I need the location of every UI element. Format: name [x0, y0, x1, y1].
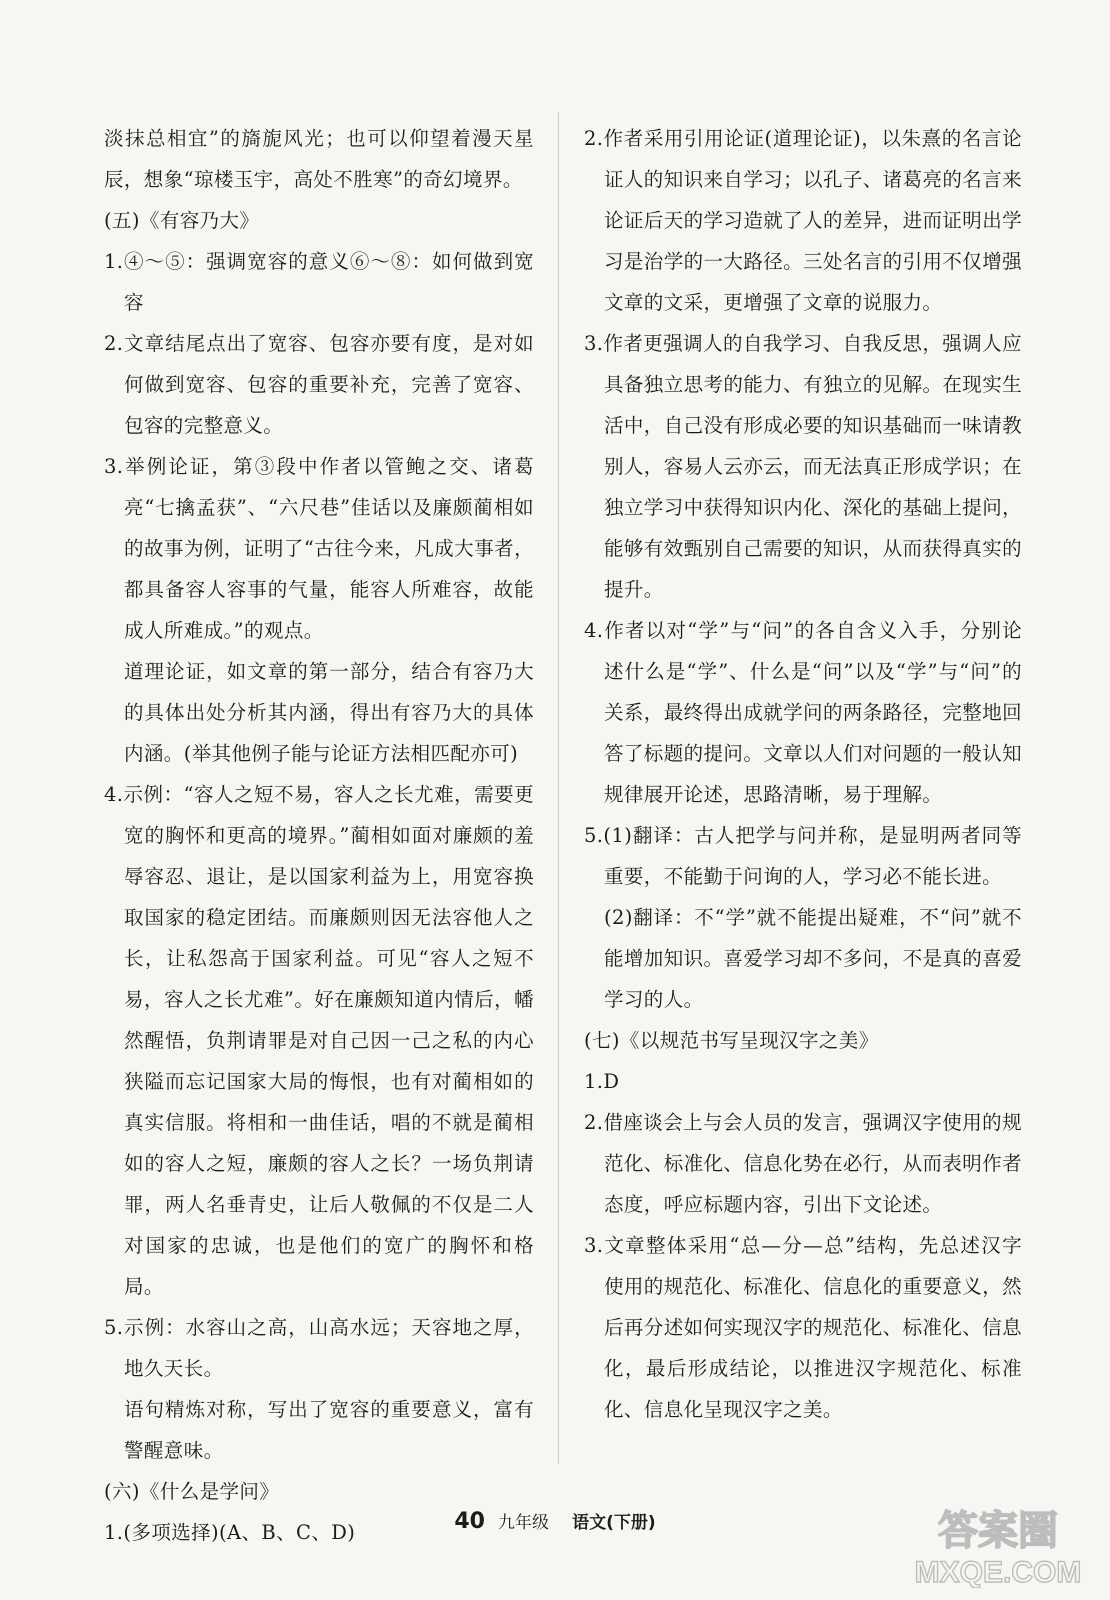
answer-continuation: 道理论证，如文章的第一部分，结合有容乃大的具体出处分析其内涵，得出有容乃大的具体内涵。(举其他例子能与论证方法相匹配亦可)	[124, 660, 534, 765]
answer-item: 5.示例：水容山之高，山高水远；天容地之厚，地久天长。	[104, 1316, 534, 1380]
paragraph: 淡抹总相宜”的旖旎风光；也可以仰望着漫天星辰，想象“琼楼玉宇，高处不胜寒”的奇幻境界。	[104, 127, 534, 191]
answer-item: 3.举例论证，第③段中作者以管鲍之交、诸葛亮“七擒孟获”、“六尺巷”佳话以及廉颇蔺相如的故事为例，证明了“古往今来，凡成大事者，都具备容人容事的气量，能容人所难容，故能成人所难成。”的观点。	[104, 455, 534, 642]
left-column	[104, 118, 534, 1553]
answer-item: 4.示例：“容人之短不易，容人之长尤难，需要更宽的胸怀和更高的境界。”蔺相如面对廉颇的羞辱容忍、退让，是以国家利益为上，用宽容换取国家的稳定团结。而廉颇则因无法容他人之长，让私怨高于国家利益。可见“容人之短不易，容人之长尤难”。好在廉颇知道内情后，幡然醒悟，负荆请罪是对自己因一己之私的内心狭隘而忘记国家大局的悔恨，也有对蔺相如的真实信服。将相和一曲佳话，唱的不就是蔺相如的容人之短，廉颇的容人之长？一场负荆请罪，两人名垂青史，让后人敬佩的不仅是二人对国家的忠诚，也是他们的宽广的胸怀和格局。	[104, 783, 534, 1298]
section-heading: (七)《以规范书写呈现汉字之美》	[584, 1029, 879, 1052]
answer-item: 1.D	[584, 1070, 620, 1093]
answer-item: 3.作者更强调人的自我学习、自我反思，强调人应具备独立思考的能力、有独立的见解。在现实生活中，自己没有形成必要的知识基础而一味请教别人，容易人云亦云，而无法真正形成学识；在独立学习中获得知识内化、深化的基础上提问，能够有效甄别自己需要的知识，从而获得真实的提升。	[584, 332, 1022, 601]
answer-item: 3.文章整体采用“总—分—总”结构，先总述汉字使用的规范化、标准化、信息化的重要意义，然后再分述如何实现汉字的规范化、标准化、信息化，最后形成结论，以推进汉字规范化、标准化、信息化呈现汉字之美。	[584, 1234, 1022, 1421]
answer-item: 2.文章结尾点出了宽容、包容亦要有度，是对如何做到宽容、包容的重要补充，完善了宽容、包容的完整意义。	[104, 332, 534, 437]
answer-item: 4.作者以对“学”与“问”的各自含义入手，分别论述什么是“学”、什么是“问”以及“学”与“问”的关系，最终得出成就学问的两条路径，完整地回答了标题的提问。文章以人们对问题的一般认知规律展开论述，思路清晰，易于理解。	[584, 619, 1022, 806]
right-column	[584, 118, 1022, 1430]
page-number: 40	[454, 1509, 485, 1534]
answer-item: 1.④～⑤：强调宽容的意义⑥～⑧：如何做到宽容	[104, 250, 534, 314]
column-divider	[558, 112, 559, 1464]
answer-item: 2.借座谈会上与会人员的发言，强调汉字使用的规范化、标准化、信息化势在必行，从而表明作者态度，呼应标题内容，引出下文论述。	[584, 1111, 1022, 1216]
grade-label: 九年级	[498, 1513, 550, 1533]
watermark-logo	[900, 1500, 1096, 1588]
subject-label: 语文(下册)	[572, 1513, 656, 1533]
answer-item: 1.(多项选择)(A、B、C、D)	[104, 1521, 356, 1544]
section-heading: (五)《有容乃大》	[104, 209, 260, 232]
watermark-url: MXQE.COM	[914, 1556, 1082, 1588]
answer-continuation: (2)翻译：不“学”就不能提出疑难，不“问”就不能增加知识。喜爱学习却不多问，不是真的喜爱学习的人。	[604, 906, 1022, 1011]
answer-item: 2.作者采用引用论证(道理论证)，以朱熹的名言论证人的知识来自学习；以孔子、诸葛亮的名言来论证后天的学习造就了人的差异，进而证明出学习是治学的一大路径。三处名言的引用不仅增强文章的文采，更增强了文章的说服力。	[584, 127, 1022, 314]
watermark-title: 答案圈	[938, 1509, 1058, 1553]
answer-item: 5.(1)翻译：古人把学与问并称，是显明两者同等重要，不能勤于问询的人，学习必不能长进。	[584, 824, 1022, 888]
section-heading: (六)《什么是学问》	[104, 1480, 280, 1503]
answer-continuation: 语句精炼对称，写出了宽容的重要意义，富有警醒意味。	[124, 1398, 534, 1462]
